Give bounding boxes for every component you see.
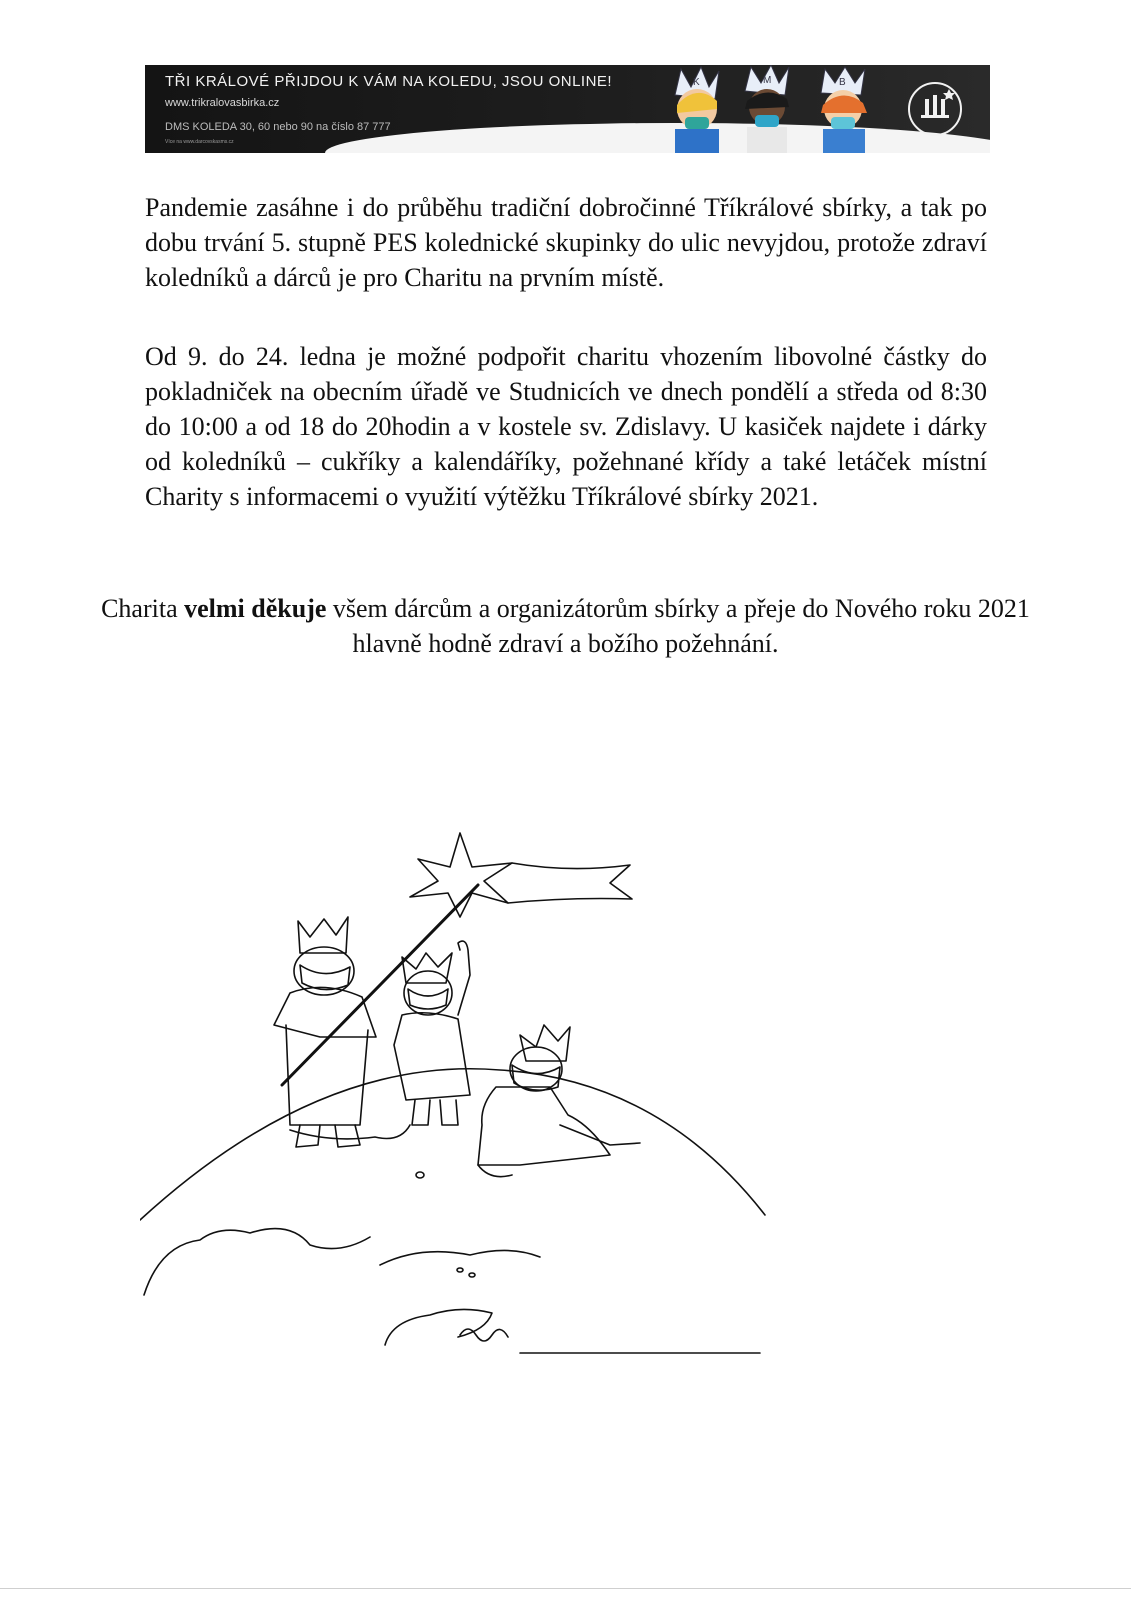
king-k-figure [675, 67, 719, 153]
banner-title: TŘI KRÁLOVÉ PŘIJDOU K VÁM NA KOLEDU, JSOU ONLINE! [165, 73, 613, 90]
header-banner [145, 65, 990, 153]
king-middle-figure [394, 941, 470, 1125]
paragraph-pandemic: Pandemie zasáhne i do průběhu tradiční dobročinné Tříkrálové sbírky, a tak po dobu trvání 5. stupně PES kolednické skupinky do ulic nevyjdou, protože zdraví koledníků a dárců je pro Charitu na prvním místě. [145, 193, 987, 292]
king-crouching-figure [478, 1025, 640, 1177]
closing-thanks [100, 591, 1031, 661]
closing-text-start: Charita [101, 594, 185, 623]
three-kings-banner-image [645, 65, 945, 153]
closing-text-end: všem dárcům a organizátorům sbírky a přeje do Nového roku 2021 hlavně hodně zdraví a božího požehnání. [326, 594, 1030, 658]
charita-logo-icon [905, 79, 965, 139]
closing-bold-text: velmi děkuje [184, 594, 327, 623]
king-m-figure [745, 65, 789, 153]
crown-letter-b: B [839, 77, 846, 88]
star-of-bethlehem-icon [410, 833, 632, 917]
king-b-figure [821, 67, 867, 153]
crown-letter-k: K [693, 77, 700, 88]
three-kings-on-globe-drawing [140, 825, 780, 1365]
banner-small-text: Více na www.darcovskasms.cz [165, 139, 234, 145]
globe-outline [140, 1069, 765, 1220]
crown-letter-m: M [763, 75, 772, 86]
banner-url: www.trikralovasbirka.cz [165, 97, 280, 109]
paragraph-donation-info: Od 9. do 24. ledna je možné podpořit charitu vhozením libovolné částky do pokladniček na obecním úřadě ve Studnicích ve dnech pondělí a středa od 8:30 do 10:00 a od 18 do 20hodin a v kostele sv. Zdislavy. U kasiček najdete i dárky od koledníků – cukříky a kalendáříky, požehnané křídy a také letáček místní Charity s informacemi o využití výtěžku Tříkrálové sbírky 2021. [145, 342, 987, 511]
banner-dms-text: DMS KOLEDA 30, 60 nebo 90 na číslo 87 777 [165, 121, 391, 133]
page-bottom-rule [0, 1588, 1131, 1589]
